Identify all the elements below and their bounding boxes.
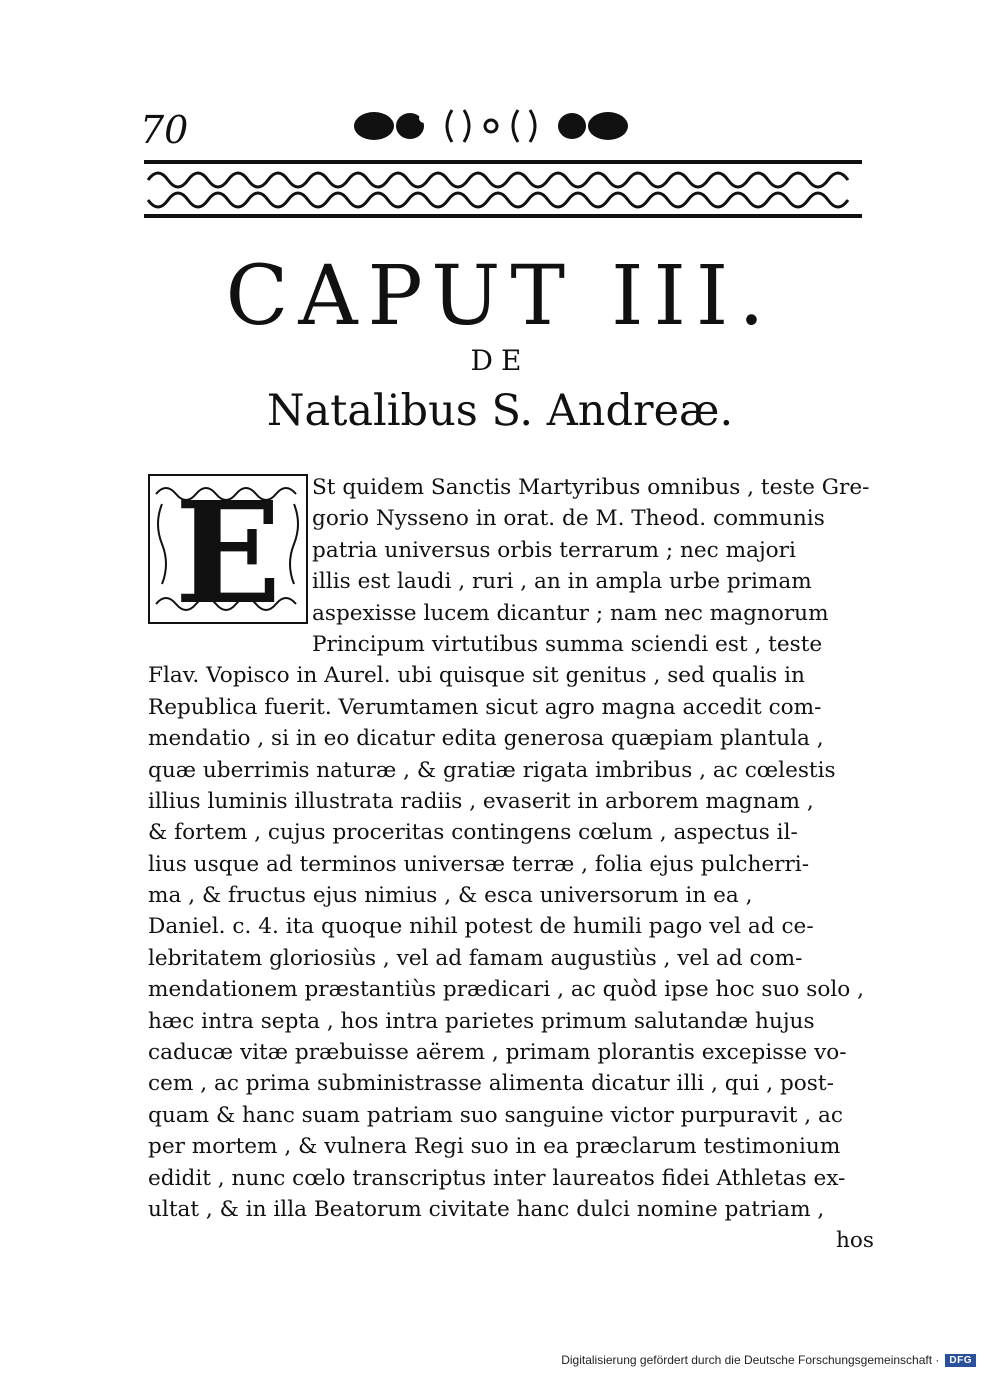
- chapter-subtitle: Natalibus S. Andreæ.: [266, 386, 734, 436]
- footer: [561, 1353, 976, 1367]
- text-line: St quidem Sanctis Martyribus omnibus , teste Gre-: [312, 475, 870, 500]
- text-line: & fortem , cujus proceritas contingens cœlum , aspectus il-: [148, 820, 798, 846]
- footer-text: Digitalisierung gefördert durch die Deutsche Forschungsgemeinschaft ·: [561, 1353, 940, 1367]
- text-line: lebritatem gloriosiùs , vel ad famam augustiùs , vel ad com-: [148, 945, 803, 971]
- text-line: quæ uberrimis naturæ , & gratiæ rigata imbribus , ac cœlestis: [148, 757, 836, 783]
- initial-letter: E: [174, 474, 282, 624]
- text-line: ultat , & in illa Beatorum civitate hanc dulci nomine patriam ,: [148, 1196, 825, 1222]
- floral-frieze-icon: [144, 158, 862, 220]
- text-line: edidit , nunc cœlo transcriptus inter laureatos fidei Athletas ex-: [148, 1165, 846, 1191]
- text-line: aspexisse lucem dicantur ; nam nec magnorum: [312, 600, 829, 626]
- text-line: ma , & fructus ejus nimius , & esca universorum in ea ,: [148, 883, 753, 909]
- body-text: [148, 472, 874, 1257]
- text-line: illis est laudi , ruri , an in ampla urbe primam: [312, 569, 812, 595]
- page-number: 70: [140, 108, 189, 152]
- text-line: gorio Nysseno in orat. de M. Theod. communis: [312, 506, 825, 532]
- text-line: Daniel. c. 4. ita quoque nihil potest de humili pago vel ad ce-: [148, 914, 814, 940]
- chapter-title: CAPUT III.: [225, 249, 775, 344]
- text-line: patria universus orbis terrarum ; nec majori: [312, 537, 796, 563]
- dfg-logo[interactable]: DFG: [945, 1354, 976, 1367]
- text-line: Principum virtutibus summa sciendi est , teste: [312, 631, 823, 657]
- text-line: hæc intra septa , hos intra parietes primum salutandæ hujus: [148, 1008, 815, 1034]
- ornament-icon: [352, 104, 630, 148]
- text-line: illius luminis illustrata radiis , evaserit in arborem magnam ,: [148, 788, 814, 814]
- text-line: caducæ vitæ præbuisse aërem , primam plorantis excepisse vo-: [148, 1040, 847, 1066]
- text-line: lius usque ad terminos universæ terræ , folia ejus pulcherri-: [148, 851, 809, 877]
- text-line: Flav. Vopisco in Aurel. ubi quisque sit genitus , sed qualis in: [148, 663, 805, 689]
- text-line: mendationem præstantiùs prædicari , ac quòd ipse hoc suo solo ,: [148, 977, 864, 1003]
- text-line: cem , ac prima subministrasse alimenta dicatur illi , qui , post-: [148, 1071, 834, 1097]
- text-line: quam & hanc suam patriam suo sanguine victor purpuravit , ac: [148, 1102, 843, 1128]
- text-line: per mortem , & vulnera Regi suo in ea præclarum testimonium: [148, 1134, 841, 1160]
- catchword: hos: [836, 1228, 874, 1254]
- text-line: Republica fuerit. Verumtamen sicut agro magna accedit com-: [148, 694, 822, 720]
- chapter-de: DE: [470, 344, 530, 377]
- text-line: mendatio , si in eo dicatur edita generosa quæpiam plantula ,: [148, 726, 824, 752]
